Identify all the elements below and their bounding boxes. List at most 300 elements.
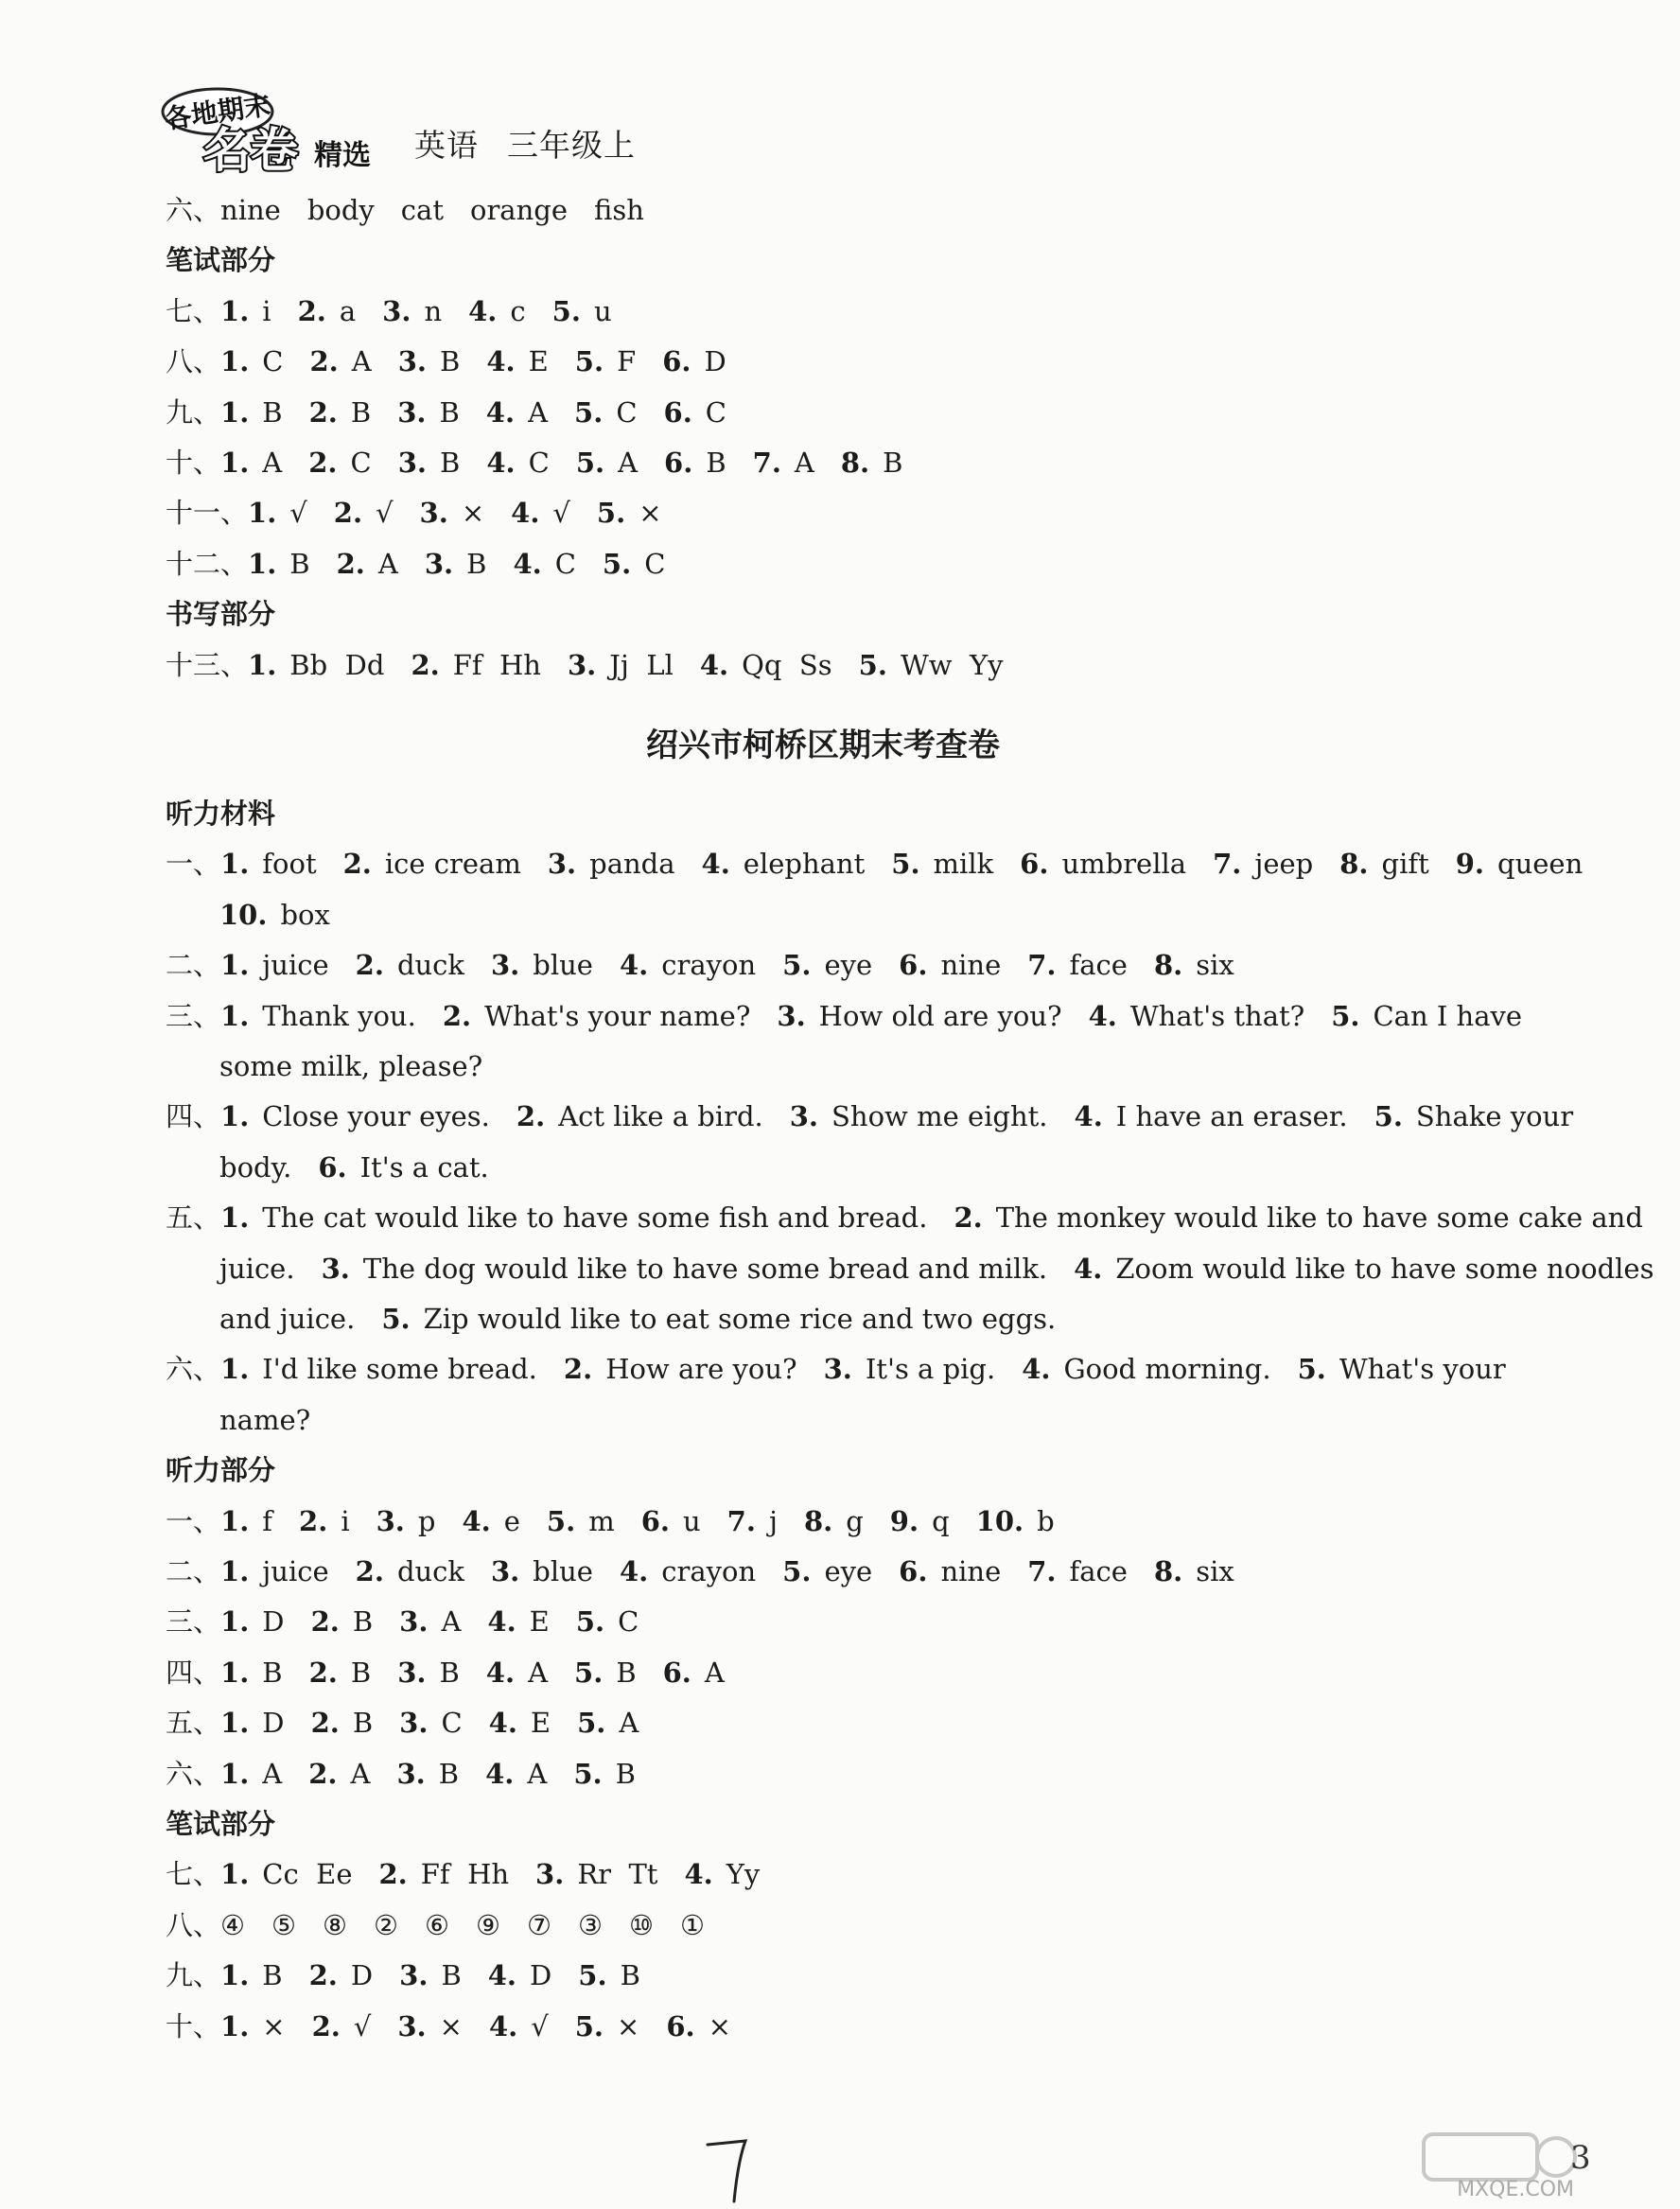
answer-line bbox=[166, 290, 639, 332]
question-number: 六、 bbox=[166, 194, 221, 226]
item-number: 1. bbox=[220, 294, 250, 327]
item-number: 4. bbox=[699, 648, 729, 681]
item-answer: face bbox=[1069, 1555, 1128, 1587]
item-number: 5. bbox=[575, 1605, 605, 1639]
item-answer: e bbox=[503, 1504, 520, 1537]
section-title: 绍兴市柯桥区期末考查卷 bbox=[646, 727, 1000, 764]
item-answer: A bbox=[528, 1656, 549, 1689]
item-answer: √ bbox=[531, 2009, 549, 2042]
item-number: 7. bbox=[726, 1504, 756, 1537]
question-number: 七、 bbox=[166, 294, 221, 327]
item-answer: fish bbox=[594, 194, 644, 226]
item-number: 4. bbox=[486, 345, 516, 378]
item-answer: six bbox=[1196, 1555, 1234, 1587]
item-answer: i bbox=[262, 294, 271, 327]
item-answer: ice cream bbox=[384, 848, 521, 881]
item-number: 3. bbox=[567, 648, 597, 681]
item-answer: B bbox=[438, 1757, 460, 1790]
item-number: 10. bbox=[975, 1504, 1024, 1537]
item-number: 3. bbox=[535, 1858, 565, 1891]
item-answer: B bbox=[350, 1656, 372, 1689]
item-number: 2. bbox=[308, 447, 338, 479]
question-number: 七、 bbox=[166, 1858, 221, 1891]
item-number: 3. bbox=[424, 547, 454, 580]
item-number: 4. bbox=[487, 1959, 517, 1992]
item-answer: D bbox=[262, 1605, 285, 1639]
item-answer: D bbox=[350, 1959, 374, 1992]
item-answer: What's your name? bbox=[484, 999, 751, 1032]
item-answer: six bbox=[1196, 949, 1234, 982]
item-number: 2. bbox=[308, 1757, 338, 1790]
item-answer: C bbox=[554, 547, 576, 580]
item-answer: It's a pig. bbox=[865, 1353, 996, 1386]
part-heading bbox=[166, 239, 275, 281]
item-number: 3. bbox=[491, 1555, 520, 1587]
item-answer: n bbox=[424, 294, 443, 327]
item-number: 3. bbox=[397, 1656, 427, 1689]
item-number: 6. bbox=[640, 1504, 670, 1537]
item-number: 5. bbox=[1297, 1353, 1326, 1386]
part-heading bbox=[166, 793, 275, 834]
item-number: 7. bbox=[1027, 1555, 1057, 1587]
item-answer: m bbox=[588, 1504, 615, 1537]
item-number: 3. bbox=[823, 1353, 852, 1386]
item-number: 5. bbox=[577, 1707, 606, 1740]
item-answer: Ff Hh bbox=[452, 648, 541, 681]
item-answer: E bbox=[528, 345, 549, 378]
item-number: 6. bbox=[899, 1555, 928, 1587]
item-number: 3. bbox=[397, 447, 428, 479]
item-number: 3. bbox=[777, 999, 806, 1032]
question-number: 六、 bbox=[166, 1757, 221, 1790]
item-answer: B bbox=[352, 1605, 374, 1639]
item-number: 5. bbox=[1374, 1100, 1403, 1133]
item-answer: A bbox=[619, 1707, 639, 1740]
item-number: 2. bbox=[355, 949, 384, 982]
item-answer: Can I have bbox=[1373, 999, 1523, 1032]
answer-line bbox=[219, 894, 357, 936]
item-answer: ② bbox=[374, 1908, 399, 1941]
item-answer: duck bbox=[396, 949, 464, 982]
item-number: 6. bbox=[663, 395, 692, 429]
answer-line bbox=[166, 1853, 786, 1895]
item-answer: B bbox=[706, 447, 726, 479]
part-heading-label: 书写部分 bbox=[166, 598, 276, 631]
question-number: 十、 bbox=[166, 447, 221, 479]
item-answer: name? bbox=[219, 1403, 311, 1436]
item-number: 6. bbox=[662, 1656, 691, 1689]
part-heading-label: 笔试部分 bbox=[166, 1808, 276, 1840]
item-number: 2. bbox=[378, 1858, 408, 1891]
item-answer: B bbox=[352, 1707, 374, 1740]
item-number: 3. bbox=[399, 1959, 429, 1992]
item-answer: duck bbox=[396, 1555, 464, 1587]
question-number: 十二、 bbox=[166, 547, 249, 580]
item-number: 5. bbox=[578, 1959, 607, 1992]
item-answer: B bbox=[262, 1959, 283, 1992]
item-number: 5. bbox=[782, 1555, 812, 1587]
item-answer: × bbox=[639, 497, 662, 530]
item-number: 6. bbox=[666, 2009, 695, 2042]
item-answer: How are you? bbox=[605, 1353, 797, 1386]
item-number: 4. bbox=[485, 1656, 516, 1689]
answer-line bbox=[166, 341, 753, 382]
answer-line bbox=[166, 1904, 731, 1946]
item-answer: body bbox=[306, 194, 375, 226]
item-answer: Thank you. bbox=[262, 999, 416, 1032]
item-answer: orange bbox=[469, 194, 568, 226]
item-answer: crayon bbox=[661, 949, 757, 982]
item-answer: A bbox=[704, 1656, 725, 1689]
item-answer: blue bbox=[533, 949, 593, 982]
item-answer: E bbox=[529, 1605, 550, 1639]
item-answer: Close your eyes. bbox=[262, 1100, 490, 1133]
question-number: 九、 bbox=[166, 1959, 221, 1992]
answer-line bbox=[166, 1955, 667, 1996]
watermark-logo bbox=[1419, 2115, 1591, 2203]
item-answer: A bbox=[794, 447, 814, 479]
item-answer: ⑥ bbox=[425, 1908, 450, 1941]
item-answer: ⑤ bbox=[271, 1908, 297, 1941]
question-number: 一、 bbox=[166, 848, 221, 881]
item-number: 5. bbox=[574, 395, 604, 429]
item-answer: A bbox=[527, 1757, 548, 1790]
item-number: 5. bbox=[858, 648, 887, 681]
item-number: 6. bbox=[899, 949, 928, 982]
part-heading bbox=[166, 1449, 275, 1491]
item-number: 2. bbox=[954, 1201, 983, 1235]
item-answer: × bbox=[461, 497, 485, 530]
book-series-logo bbox=[161, 83, 397, 178]
item-number: 3. bbox=[399, 1707, 429, 1740]
item-number: 3. bbox=[376, 1504, 405, 1537]
part-heading bbox=[166, 593, 275, 635]
item-answer: × bbox=[439, 2009, 463, 2042]
item-answer: Ff Hh bbox=[420, 1858, 510, 1891]
item-answer: eye bbox=[824, 1555, 873, 1587]
item-answer: panda bbox=[589, 848, 675, 881]
item-number: 7. bbox=[752, 447, 781, 479]
answer-line bbox=[166, 442, 929, 483]
item-number: 3. bbox=[397, 345, 428, 378]
item-answer: A bbox=[377, 547, 398, 580]
item-answer: B bbox=[883, 447, 903, 479]
item-number: 4. bbox=[468, 294, 498, 327]
item-answer: × bbox=[262, 2009, 286, 2042]
item-answer: D bbox=[704, 345, 726, 378]
item-number: 1. bbox=[220, 999, 250, 1032]
item-number: 3. bbox=[397, 395, 427, 429]
item-number: 4. bbox=[619, 949, 649, 982]
question-number: 三、 bbox=[166, 1605, 221, 1639]
item-answer: Shake your bbox=[1415, 1100, 1574, 1133]
item-answer: blue bbox=[533, 1555, 593, 1587]
item-number: 1. bbox=[220, 1353, 250, 1386]
item-answer: Good morning. bbox=[1063, 1353, 1271, 1386]
item-answer: Zoom would like to have some noodles bbox=[1115, 1252, 1654, 1285]
item-answer: B bbox=[616, 1656, 637, 1689]
item-answer: B bbox=[289, 547, 310, 580]
item-answer: b bbox=[1037, 1504, 1055, 1537]
item-number: 3. bbox=[491, 949, 520, 982]
item-number: 7. bbox=[1027, 949, 1057, 982]
item-answer: Zip would like to eat some rice and two eggs. bbox=[423, 1303, 1057, 1335]
subject-label: 英语 bbox=[414, 127, 479, 164]
answer-line bbox=[166, 1096, 1600, 1137]
question-number: 九、 bbox=[166, 395, 221, 429]
item-answer: E bbox=[530, 1707, 551, 1740]
item-answer: face bbox=[1069, 949, 1128, 982]
item-answer: juice. bbox=[219, 1252, 295, 1285]
item-answer: ⑨ bbox=[476, 1908, 501, 1941]
item-answer: √ bbox=[289, 497, 307, 530]
item-number: 2. bbox=[411, 648, 440, 681]
item-answer: milk bbox=[933, 848, 994, 881]
item-answer: ⑩ bbox=[629, 1908, 655, 1941]
answer-line bbox=[166, 392, 753, 433]
item-answer: C bbox=[350, 447, 372, 479]
question-number: 四、 bbox=[166, 1100, 221, 1133]
item-number: 1. bbox=[220, 395, 250, 429]
item-answer: How old are you? bbox=[818, 999, 1062, 1032]
item-number: 2. bbox=[310, 1707, 340, 1740]
item-number: 1. bbox=[220, 1656, 250, 1689]
item-answer: box bbox=[280, 898, 330, 931]
item-answer: elephant bbox=[743, 848, 866, 881]
item-answer: B bbox=[620, 1959, 640, 1992]
answer-line bbox=[219, 1147, 516, 1188]
item-answer: Yy bbox=[726, 1858, 761, 1891]
item-answer: C bbox=[616, 395, 638, 429]
item-number: 9. bbox=[1455, 848, 1485, 881]
item-number: 2. bbox=[355, 1555, 384, 1587]
question-number: 十三、 bbox=[166, 648, 249, 681]
item-answer: jeep bbox=[1254, 848, 1314, 881]
item-answer: D bbox=[530, 1959, 552, 1992]
answer-line bbox=[166, 1601, 665, 1642]
item-number: 5. bbox=[574, 2009, 604, 2042]
item-answer: × bbox=[617, 2009, 640, 2042]
part-heading-label: 听力部分 bbox=[166, 1454, 276, 1487]
item-answer: B bbox=[440, 345, 461, 378]
item-answer: D bbox=[262, 1707, 285, 1740]
answer-line bbox=[166, 1652, 751, 1693]
item-answer: body. bbox=[219, 1150, 292, 1183]
item-answer: umbrella bbox=[1061, 848, 1187, 881]
item-answer: ⑧ bbox=[323, 1908, 348, 1941]
item-answer: A bbox=[528, 395, 549, 429]
item-answer: C bbox=[618, 1605, 639, 1639]
answer-line bbox=[166, 2006, 758, 2047]
item-number: 1. bbox=[220, 1504, 250, 1537]
item-answer: B bbox=[350, 395, 372, 429]
item-answer: g bbox=[846, 1504, 864, 1537]
item-number: 6. bbox=[1020, 848, 1049, 881]
answer-line bbox=[219, 1248, 1680, 1289]
item-number: 2. bbox=[310, 1605, 340, 1639]
item-answer: B bbox=[440, 447, 461, 479]
svg-text:名卷: 名卷 bbox=[203, 123, 298, 178]
item-answer: F bbox=[617, 345, 637, 378]
answer-line bbox=[166, 1197, 1670, 1238]
item-answer: f bbox=[262, 1504, 273, 1537]
item-number: 10. bbox=[219, 898, 268, 931]
answer-line bbox=[166, 189, 671, 231]
item-answer: A bbox=[351, 345, 372, 378]
item-answer: √ bbox=[353, 2009, 372, 2042]
question-number: 十、 bbox=[166, 2009, 221, 2042]
item-answer: B bbox=[439, 395, 460, 429]
item-number: 9. bbox=[889, 1504, 919, 1537]
item-answer: p bbox=[417, 1504, 436, 1537]
item-answer: Jj Ll bbox=[609, 648, 674, 681]
answer-line bbox=[166, 843, 1609, 885]
item-answer: nine bbox=[940, 1555, 1002, 1587]
item-number: 3. bbox=[399, 1605, 429, 1639]
item-answer: It's a cat. bbox=[359, 1150, 489, 1183]
item-number: 3. bbox=[419, 497, 448, 530]
answer-line bbox=[166, 543, 691, 585]
item-number: 1. bbox=[220, 1858, 250, 1891]
item-number: 4. bbox=[462, 1504, 491, 1537]
item-number: 6. bbox=[662, 345, 691, 378]
corner-page-number: 3 bbox=[1570, 2139, 1591, 2177]
item-number: 4. bbox=[488, 2009, 518, 2042]
handwritten-page-number bbox=[700, 2133, 757, 2209]
item-number: 4. bbox=[486, 447, 516, 479]
item-answer: eye bbox=[824, 949, 873, 982]
item-number: 4. bbox=[485, 1757, 515, 1790]
item-number: 4. bbox=[1022, 1353, 1051, 1386]
answer-line bbox=[166, 644, 1030, 686]
item-answer: u bbox=[593, 294, 612, 327]
item-answer: Act like a bird. bbox=[558, 1100, 763, 1133]
part-heading-label: 笔试部分 bbox=[166, 244, 276, 277]
item-number: 5. bbox=[1331, 999, 1360, 1032]
question-number: 三、 bbox=[166, 999, 221, 1032]
item-number: 1. bbox=[248, 547, 277, 580]
item-number: 1. bbox=[248, 648, 277, 681]
item-number: 1. bbox=[220, 345, 250, 378]
item-number: 5. bbox=[546, 1504, 576, 1537]
item-answer: C bbox=[441, 1707, 463, 1740]
question-number: 八、 bbox=[166, 1908, 221, 1941]
item-number: 2. bbox=[309, 345, 339, 378]
item-answer: What's your bbox=[1339, 1353, 1506, 1386]
answer-line bbox=[166, 1551, 1261, 1592]
answer-line bbox=[166, 1702, 665, 1744]
item-answer: C bbox=[528, 447, 550, 479]
header-title bbox=[414, 121, 636, 166]
item-answer: Rr Tt bbox=[577, 1858, 658, 1891]
item-answer: u bbox=[682, 1504, 701, 1537]
item-answer: What's that? bbox=[1129, 999, 1305, 1032]
item-number: 4. bbox=[684, 1858, 713, 1891]
item-number: 4. bbox=[619, 1555, 649, 1587]
item-number: 2. bbox=[336, 547, 365, 580]
item-number: 4. bbox=[701, 848, 730, 881]
item-answer: A bbox=[350, 1757, 371, 1790]
part-heading-label: 听力材料 bbox=[166, 798, 276, 830]
item-answer: The cat would like to have some fish and bread. bbox=[262, 1201, 928, 1235]
item-number: 5. bbox=[575, 447, 605, 479]
item-answer: j bbox=[768, 1504, 778, 1537]
item-number: 2. bbox=[516, 1100, 546, 1133]
question-number: 五、 bbox=[166, 1707, 221, 1740]
item-number: 8. bbox=[1339, 848, 1369, 881]
item-answer: foot bbox=[262, 848, 317, 881]
item-answer: juice bbox=[262, 1555, 329, 1587]
item-answer: The monkey would like to have some cake and bbox=[995, 1201, 1643, 1235]
item-number: 4. bbox=[1088, 999, 1117, 1032]
item-number: 6. bbox=[318, 1150, 347, 1183]
item-number: 3. bbox=[397, 2009, 427, 2042]
item-number: 1. bbox=[220, 447, 250, 479]
item-answer: c bbox=[510, 294, 526, 327]
item-number: 1. bbox=[220, 1707, 250, 1740]
answer-line bbox=[219, 1298, 1082, 1340]
item-answer: A bbox=[618, 447, 639, 479]
question-number: 二、 bbox=[166, 1555, 221, 1587]
item-answer: Show me eight. bbox=[831, 1100, 1048, 1133]
item-answer: B bbox=[441, 1959, 462, 1992]
item-number: 4. bbox=[487, 1605, 516, 1639]
item-number: 1. bbox=[248, 497, 277, 530]
item-number: 4. bbox=[1074, 1252, 1103, 1285]
question-number: 十一、 bbox=[166, 497, 249, 530]
item-number: 4. bbox=[511, 497, 540, 530]
answer-line bbox=[166, 995, 1549, 1037]
item-answer: × bbox=[708, 2009, 731, 2042]
item-answer: q bbox=[932, 1504, 950, 1537]
item-answer: B bbox=[439, 1656, 460, 1689]
item-answer: √ bbox=[552, 497, 570, 530]
item-answer: some milk, please? bbox=[219, 1050, 483, 1082]
item-answer: A bbox=[441, 1605, 462, 1639]
answer-line bbox=[166, 1348, 1532, 1390]
item-answer: and juice. bbox=[219, 1303, 356, 1335]
item-answer: Ww Yy bbox=[900, 648, 1004, 681]
item-number: 1. bbox=[220, 1757, 250, 1790]
item-answer: C bbox=[644, 547, 666, 580]
item-number: 2. bbox=[297, 294, 326, 327]
item-number: 1. bbox=[220, 1605, 250, 1639]
item-answer: nine bbox=[220, 194, 281, 226]
question-number: 一、 bbox=[166, 1504, 221, 1537]
item-answer: The dog would like to have some bread and milk. bbox=[362, 1252, 1048, 1285]
item-answer: B bbox=[466, 547, 487, 580]
item-number: 2. bbox=[442, 999, 472, 1032]
question-number: 四、 bbox=[166, 1656, 221, 1689]
answer-line bbox=[166, 492, 689, 534]
item-number: 7. bbox=[1213, 848, 1242, 881]
item-answer: ④ bbox=[220, 1908, 246, 1941]
item-number: 1. bbox=[220, 2009, 250, 2042]
item-answer: I have an eraser. bbox=[1115, 1100, 1348, 1133]
item-number: 8. bbox=[803, 1504, 833, 1537]
item-number: 1. bbox=[220, 949, 250, 982]
answer-line bbox=[166, 944, 1261, 986]
item-answer: ⑦ bbox=[527, 1908, 552, 1941]
item-number: 5. bbox=[573, 1757, 603, 1790]
item-number: 5. bbox=[551, 294, 581, 327]
item-answer: B bbox=[262, 395, 283, 429]
item-number: 1. bbox=[220, 1555, 250, 1587]
item-answer: ① bbox=[680, 1908, 706, 1941]
item-number: 3. bbox=[396, 1757, 426, 1790]
svg-text:精选: 精选 bbox=[314, 139, 371, 172]
item-number: 5. bbox=[381, 1303, 411, 1335]
